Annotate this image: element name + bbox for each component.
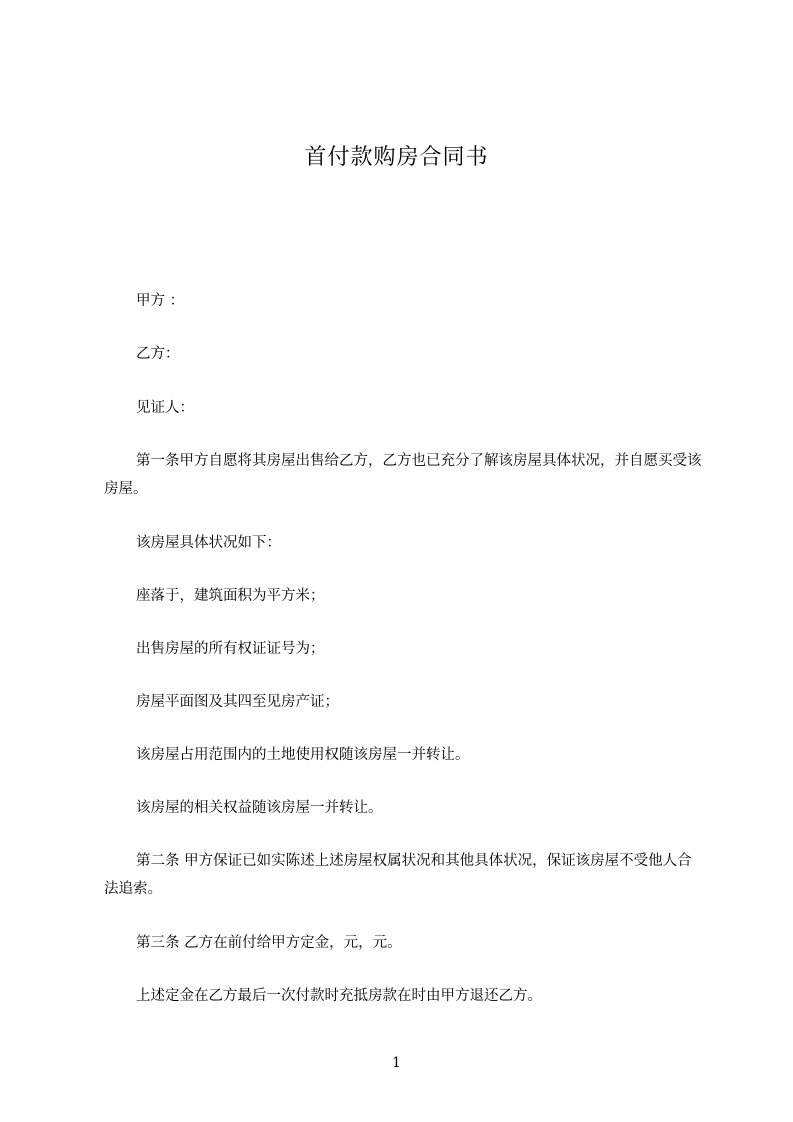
deposit-refund-line: 上述定金在乙方最后一次付款时充抵房款在时由甲方退还乙方。 bbox=[136, 988, 542, 1004]
article-1-paragraph: 第一条甲方自愿将其房屋出售给乙方，乙方也已充分了解该房屋具体状况，并自愿买受该房屋。 bbox=[104, 453, 702, 497]
property-status-heading: 该房屋具体状况如下： bbox=[136, 535, 281, 551]
party-b-line: 乙方： bbox=[136, 346, 180, 362]
land-use-right-line: 该房屋占用范围内的土地使用权随该房屋一并转让。 bbox=[136, 747, 470, 763]
page-number: 1 bbox=[392, 1055, 401, 1071]
property-location-line: 座落于，建筑面积为平方米； bbox=[136, 588, 325, 604]
witness-line: 见证人： bbox=[136, 400, 194, 416]
document-title: 首付款购房合同书 bbox=[304, 145, 489, 170]
party-a-line: 甲方 ： bbox=[136, 293, 185, 309]
related-rights-line: 该房屋的相关权益随该房屋一并转让。 bbox=[136, 800, 383, 816]
ownership-certificate-line: 出售房屋的所有权证证号为； bbox=[136, 641, 325, 657]
floor-plan-line: 房屋平面图及其四至见房产证； bbox=[136, 694, 339, 710]
article-3-paragraph: 第三条 乙方在前付给甲方定金，元，元。 bbox=[136, 935, 402, 951]
article-2-paragraph: 第二条 甲方保证已如实陈述上述房屋权属状况和其他具体状况，保证该房屋不受他人合法追索。 bbox=[104, 853, 692, 897]
